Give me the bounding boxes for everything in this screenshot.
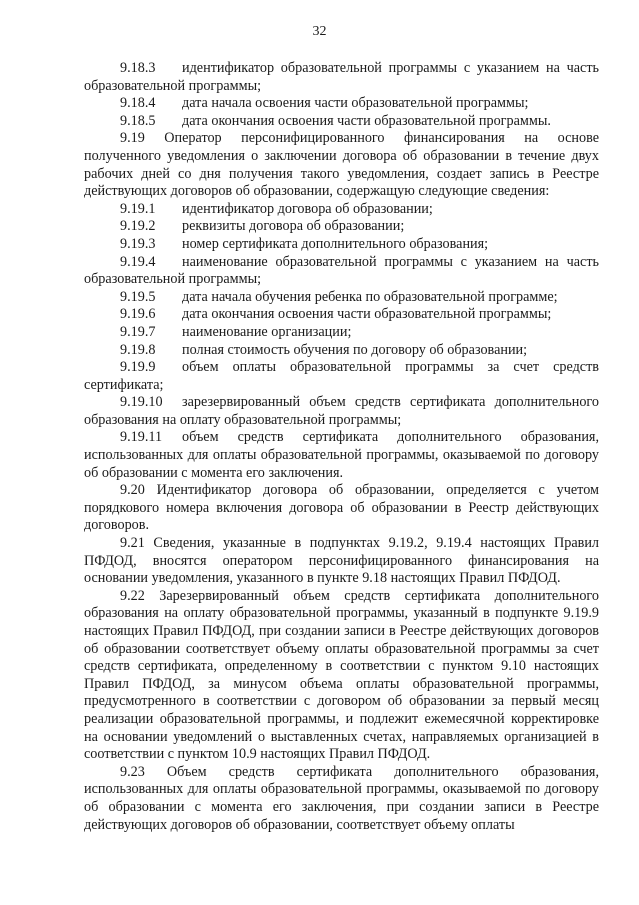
clause-number: 9.19.5 [120,288,156,305]
clause-text: номер сертификата дополнительного образования; [182,235,489,252]
clause-text: дата начала обучения ребенка по образовательной программе; [182,288,558,305]
subclause [84,95,599,113]
subclause [84,289,599,307]
subclause [84,218,599,236]
subclause [84,429,599,482]
clause-text: полная стоимость обучения по договору об образовании; [182,341,528,358]
clause-number: 9.19.7 [120,323,156,340]
clause-text: дата окончания освоения части образовательной программы; [182,306,552,323]
clause-paragraph: 9.19 Оператор персонифицированного финансирования на основе полученного уведомления о заключении договора об образовании в течение двух рабочих дней со дня получения такого уведомления, создает запись в Реестре действующих договоров об образовании, содержащую следующие сведения: [84,130,599,200]
subclause [84,254,599,289]
clause-number: 9.19.4 [120,253,156,270]
document-body [84,60,599,834]
clause-number: 9.19.10 [120,394,163,411]
clause-number: 9.19.9 [120,359,156,376]
subclause [84,113,599,131]
clause-paragraph: 9.23 Объем средств сертификата дополнительного образования, использованных для оплаты образовательной программы, оказываемой по договору об образовании с момента его заключения, при создании записи в Реестре действующих договоров об образовании, соответствует объему оплаты [84,763,599,833]
clause-text: идентификатор образовательной программы с указанием на часть образовательной программы; [84,60,599,94]
subclause [84,394,599,429]
clause-number: 9.19.8 [120,341,156,358]
clause-number: 9.18.3 [120,60,156,76]
page-number: 32 [312,24,327,39]
clause-paragraph: 9.20 Идентификатор договора об образовании, определяется с учетом порядкового номера включения договора об образовании в Реестр действующих договоров. [84,482,599,534]
clause-number: 9.19.3 [120,235,156,252]
subclause [84,201,599,219]
clause-paragraph: 9.22 Зарезервированный объем средств сертификата дополнительного образования на оплату образовательной программы, указанный в подпункте 9.19.9 настоящих Правил ПФДОД, при создании записи в Реестре действующих договоров об образовании соответствует объему оплаты образовательной программы за счет средств сертификата, определенному в соответствии с пунктом 9.10 настоящих Правил ПФДОД, за минусом объема оплаты образовательной программы, предусмотренного в соответствии с договором об образовании за первый месяц реализации образовательной программы, и подлежит ежемесячной корректировке на основании уведомлений о выставленных счетах, направляемых организацией в соответствии с пунктом 10.9 настоящих Правил ПФДОД. [84,587,599,763]
clause-number: 9.19.11 [120,429,163,446]
clause-number: 9.18.4 [120,95,156,112]
clause-text: объем средств сертификата дополнительного образования, использованных для оплаты образовательной программы, оказываемой по договору об образовании с момента его заключения. [84,429,599,481]
subclause [84,359,599,394]
clause-text: объем оплаты образовательной программы за счет средств сертификата; [84,359,599,393]
subclause [84,60,599,95]
clause-text: зарезервированный объем средств сертификата дополнительного образования на оплату образовательной программы; [84,394,599,428]
clause-text: идентификатор договора об образовании; [182,200,433,217]
clause-number: 9.19.6 [120,306,156,323]
clause-text: наименование организации; [182,323,352,340]
clause-text: реквизиты договора об образовании; [182,218,405,235]
clause-number: 9.18.5 [120,112,156,129]
clause-paragraph: 9.21 Сведения, указанные в подпунктах 9.19.2, 9.19.4 настоящих Правил ПФДОД, вносятся оператором персонифицированного финансирования на основании уведомления, указанного в пункте 9.18 настоящих Правил ПФДОД. [84,535,599,587]
subclause [84,342,599,360]
clause-number: 9.19.2 [120,218,156,235]
subclause [84,324,599,342]
subclause [84,306,599,324]
clause-text: дата окончания освоения части образовательной программы. [182,112,551,129]
clause-number: 9.19.1 [120,200,156,217]
clause-text: дата начала освоения части образовательной программы; [182,95,529,112]
subclause [84,236,599,254]
clause-text: наименование образовательной программы с указанием на часть образовательной программы; [84,253,599,288]
